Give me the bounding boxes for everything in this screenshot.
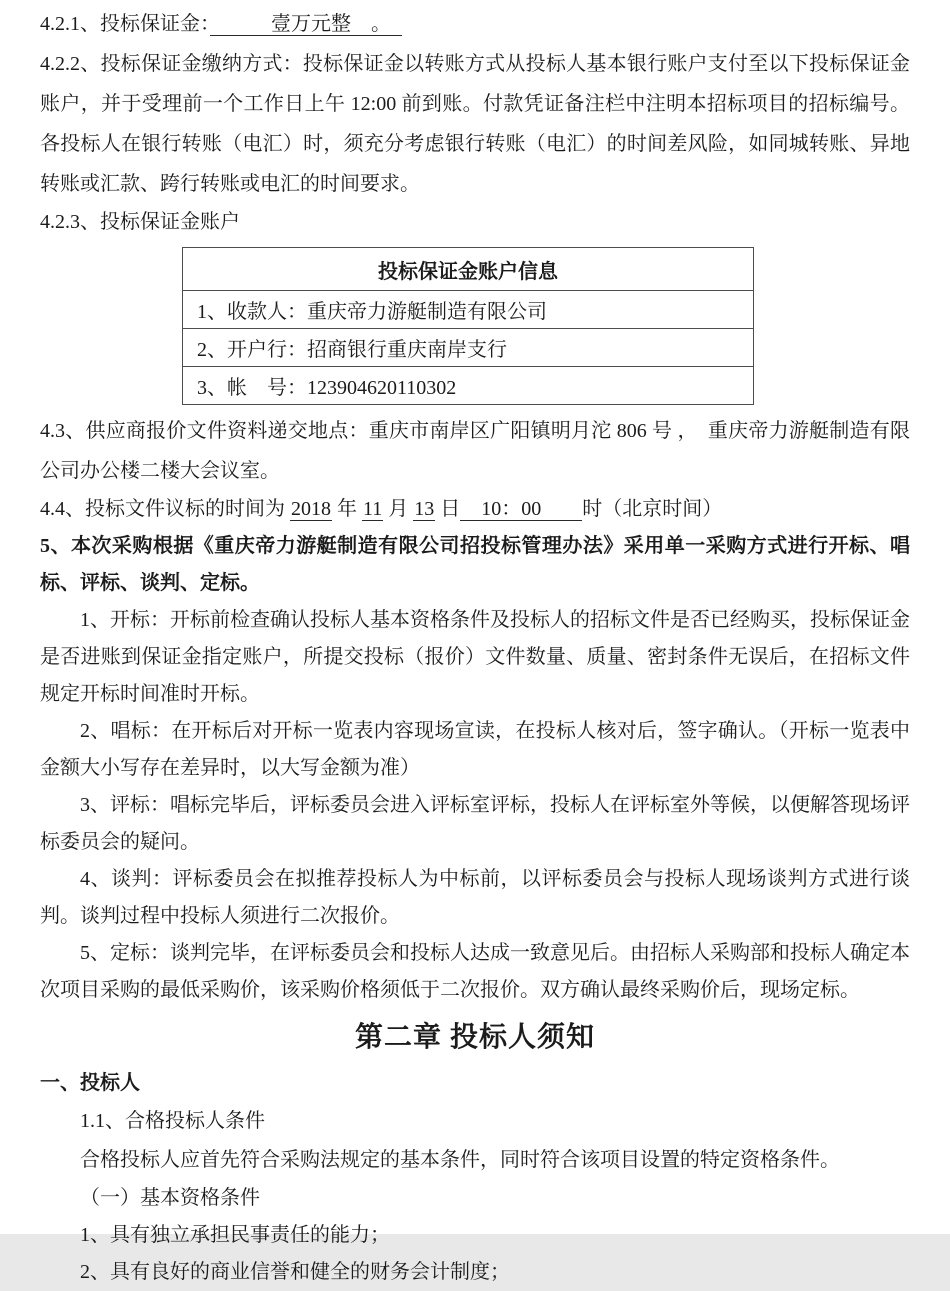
clause-4-2-1-label: 4.2.1、投标保证金： xyxy=(40,13,210,35)
basic-qualification-heading: （一）基本资格条件 xyxy=(80,1187,260,1209)
table-header-row xyxy=(183,248,754,291)
step-announcement: 2、唱标：在开标后对开标一览表内容现场宣读，在投标人核对后，签字确认。（开标一览表中金额大小写存在差异时，以大写金额为准） xyxy=(40,720,910,779)
bid-day-unit: 日 xyxy=(435,498,461,520)
step-award: 5、定标：谈判完毕，在评标委员会和投标人达成一致意见后。由招标人采购部和投标人确定本次项目采购的最低采购价，该采购价格须低于二次报价。双方确认最终采购价后，现场定标。 xyxy=(40,942,910,1001)
clause-4-3: 4.3、供应商报价文件资料递交地点：重庆市南岸区广阳镇明月沱 806 号 ， 重庆帝力游艇制造有限公司办公楼二楼大会议室。 xyxy=(40,420,910,482)
bid-month: 11 xyxy=(363,498,383,520)
clause-5: 5、本次采购根据《重庆帝力游艇制造有限公司招投标管理办法》采用单一采购方式进行开标、唱标、评标、谈判、定标。 xyxy=(40,535,910,594)
step-opening: 1、开标：开标前检查确认投标人基本资格条件及投标人的招标文件是否已经购买，投标保证金是否进账到保证金指定账户，所提交投标（报价）文件数量、质量、密封条件无误后，在招标文件规定开标时间准时开标。 xyxy=(40,609,910,705)
account-number-row: 3、帐 号：123904620110302 xyxy=(183,367,754,405)
bid-time: 10：00 xyxy=(461,498,582,520)
table-row xyxy=(183,367,754,405)
clause-4-4 xyxy=(40,491,910,528)
bid-bond-amount: 壹万元整 。 xyxy=(211,13,401,35)
clause-1-1: 1.1、合格投标人条件 xyxy=(80,1110,265,1132)
step-evaluation: 3、评标：唱标完毕后，评标委员会进入评标室评标，投标人在评标室外等候，以便解答现场评标委员会的疑问。 xyxy=(40,794,910,853)
bid-day: 13 xyxy=(414,498,435,520)
basic-qualification-item-1: 1、具有独立承担民事责任的能力； xyxy=(80,1224,390,1246)
bank-row: 2、开户行：招商银行重庆南岸支行 xyxy=(183,329,754,367)
bid-year: 2018 xyxy=(291,498,331,520)
step-negotiation: 4、谈判：评标委员会在拟推荐投标人为中标前，以评标委员会与投标人现场谈判方式进行谈判。谈判过程中投标人须进行二次报价。 xyxy=(40,868,910,927)
clause-4-2-1 xyxy=(40,4,910,44)
chapter-2-title: 第二章 投标人须知 xyxy=(354,1022,595,1053)
section-bidder-heading: 一、投标人 xyxy=(40,1072,140,1094)
bid-time-suffix: 时（北京时间） xyxy=(582,498,723,520)
bid-bond-account-table xyxy=(182,247,754,405)
bid-time-prefix: 4.4、投标文件议标的时间为 xyxy=(40,498,290,520)
payee-row: 1、收款人：重庆帝力游艇制造有限公司 xyxy=(183,291,754,329)
bid-month-unit: 月 xyxy=(383,498,414,520)
clause-1-1-intro: 合格投标人应首先符合采购法规定的基本条件，同时符合该项目设置的特定资格条件。 xyxy=(80,1149,840,1171)
basic-qualification-item-2: 2、具有良好的商业信誉和健全的财务会计制度； xyxy=(80,1261,510,1283)
table-row xyxy=(183,291,754,329)
clause-4-2-3: 4.2.3、投标保证金账户 xyxy=(40,211,240,233)
table-row xyxy=(183,329,754,367)
bid-year-unit: 年 xyxy=(332,498,362,520)
bid-bond-table-title: 投标保证金账户信息 xyxy=(183,248,754,291)
clause-4-2-2: 4.2.2、投标保证金缴纳方式：投标保证金以转账方式从投标人基本银行账户支付至以下投标保证金账户，并于受理前一个工作日上午 12:00 前到账。付款凭证备注栏中注明本招标项目的招标编号。各投标人在银行转账（电汇）时，须充分考虑银行转账（电汇）的时间差风险，如同城转账、异地转账或汇款、跨行转账或电汇的时间要求。 xyxy=(40,53,910,195)
